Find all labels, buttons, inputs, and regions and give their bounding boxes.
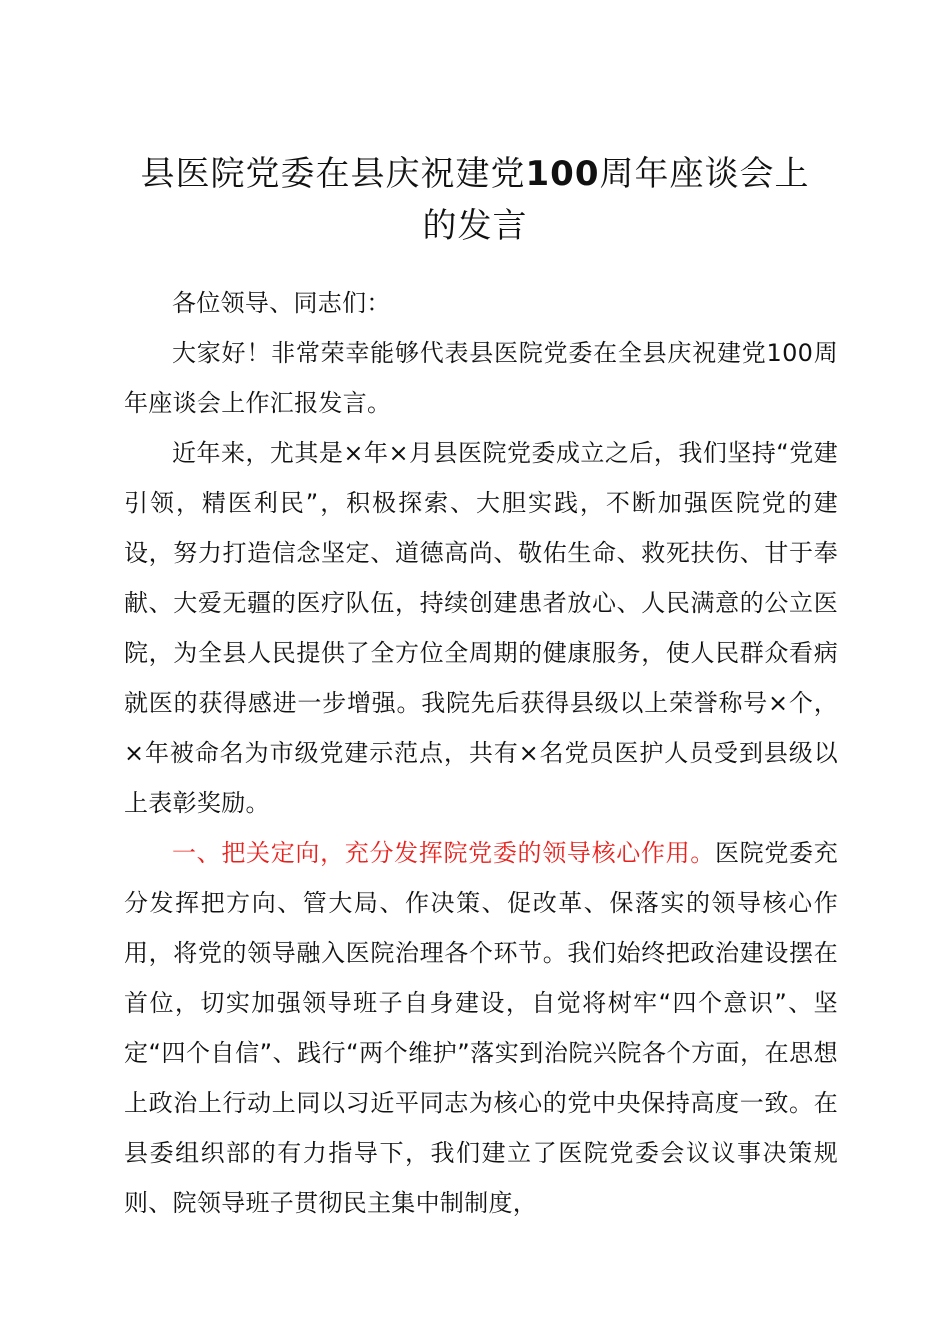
- section-one-text: 医院党委充分发挥把方向、管大局、作决策、促改革、保落实的领导核心作用，将党的领导融入医院治理各个环节。我们始终把政治建设摆在首位，切实加强领导班子自身建设，自觉将树牢“四个意识”、坚定“四个自信”、践行“两个维护”落实到治院兴院各个方面，在思想上政治上行动上同以习近平同志为核心的党中央保持高度一致。在县委组织部的有力指导下，我们建立了医院党委会议议事决策规则、院领导班子贯彻民主集中制制度，: [124, 839, 838, 1217]
- paragraph-overview: 近年来，尤其是×年×月县医院党委成立之后，我们坚持“党建引领，精医利民”，积极探索、大胆实践，不断加强医院党的建设，努力打造信念坚定、道德高尚、敬佑生命、救死扶伤、甘于奉献、大爱无疆的医疗队伍，持续创建患者放心、人民满意的公立医院，为全县人民提供了全方位全周期的健康服务，使人民群众看病就医的获得感进一步增强。我院先后获得县级以上荣誉称号×个，×年被命名为市级党建示范点，共有×名党员医护人员受到县级以上表彰奖励。: [124, 439, 838, 817]
- section-one-heading: 一、把关定向，充分发挥院党委的领导核心作用。: [172, 839, 715, 867]
- title-line1-number: 100: [525, 154, 600, 194]
- title-line1-text-b: 周年座谈会上: [599, 154, 810, 194]
- document-body: [124, 278, 838, 1228]
- title-line1-text-a: 县医院党委在县庆祝建党: [140, 154, 526, 194]
- salutation: 各位领导、同志们：: [172, 289, 391, 317]
- paragraph-section-one: [124, 828, 838, 1228]
- paragraph-greeting: 大家好！非常荣幸能够代表县医院党委在全县庆祝建党100周年座谈会上作汇报发言。: [124, 339, 838, 417]
- title-line2: 的发言: [422, 206, 528, 246]
- document-title: [100, 148, 850, 252]
